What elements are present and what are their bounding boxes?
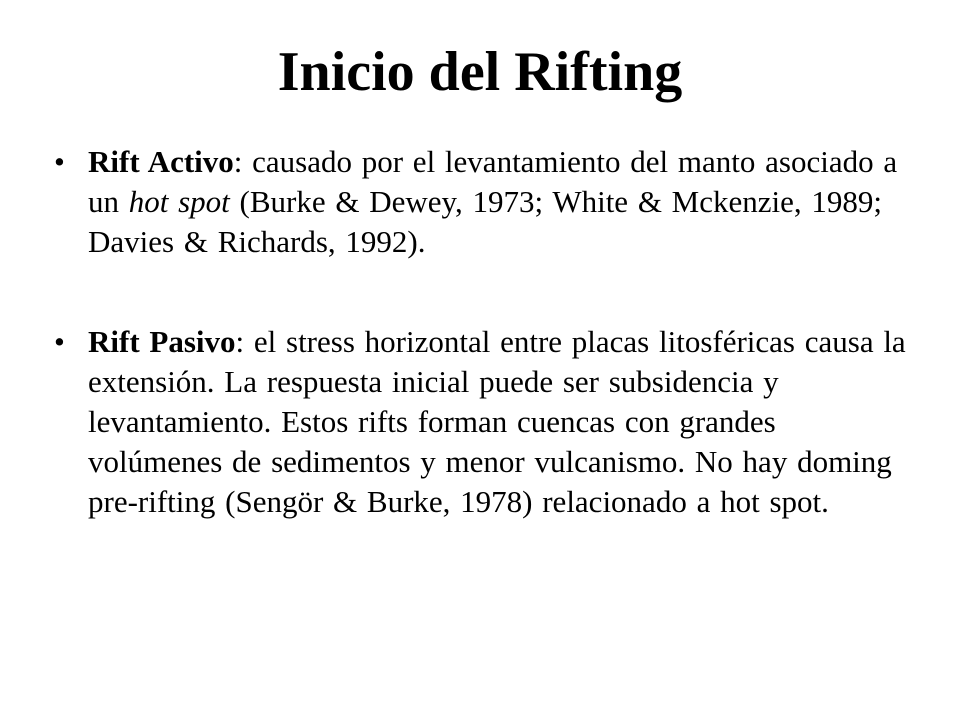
- bullet-rift-activo: [48, 142, 908, 262]
- bullet-italic-text: hot spot: [128, 184, 230, 219]
- bullet-dot-icon: •: [54, 144, 65, 179]
- bullet-list: [48, 142, 908, 522]
- bullet-term: Rift Activo: [88, 144, 234, 179]
- bullet-term: Rift Pasivo: [88, 324, 236, 359]
- bullet-text: (Burke & Dewey, 1973; White & Mckenzie, 1989; Davies & Richards, 1992).: [88, 184, 883, 259]
- bullet-rift-pasivo: [48, 322, 908, 522]
- bullet-dot-icon: •: [54, 324, 65, 359]
- bullet-text: : el stress horizontal entre placas litosféricas causa la extensión. La respuesta inicial puede ser subsidencia y levantamiento. Estos rifts forman cuencas con grandes volúmenes de sedimentos y menor vulcanismo. No hay doming pre-rifting (Sengör & Burke, 1978) relacionado a hot spot.: [88, 324, 906, 519]
- slide-title: Inicio del Rifting: [277, 41, 683, 103]
- bullet-text: : causado por el levantamiento del manto asociado a un: [88, 144, 898, 219]
